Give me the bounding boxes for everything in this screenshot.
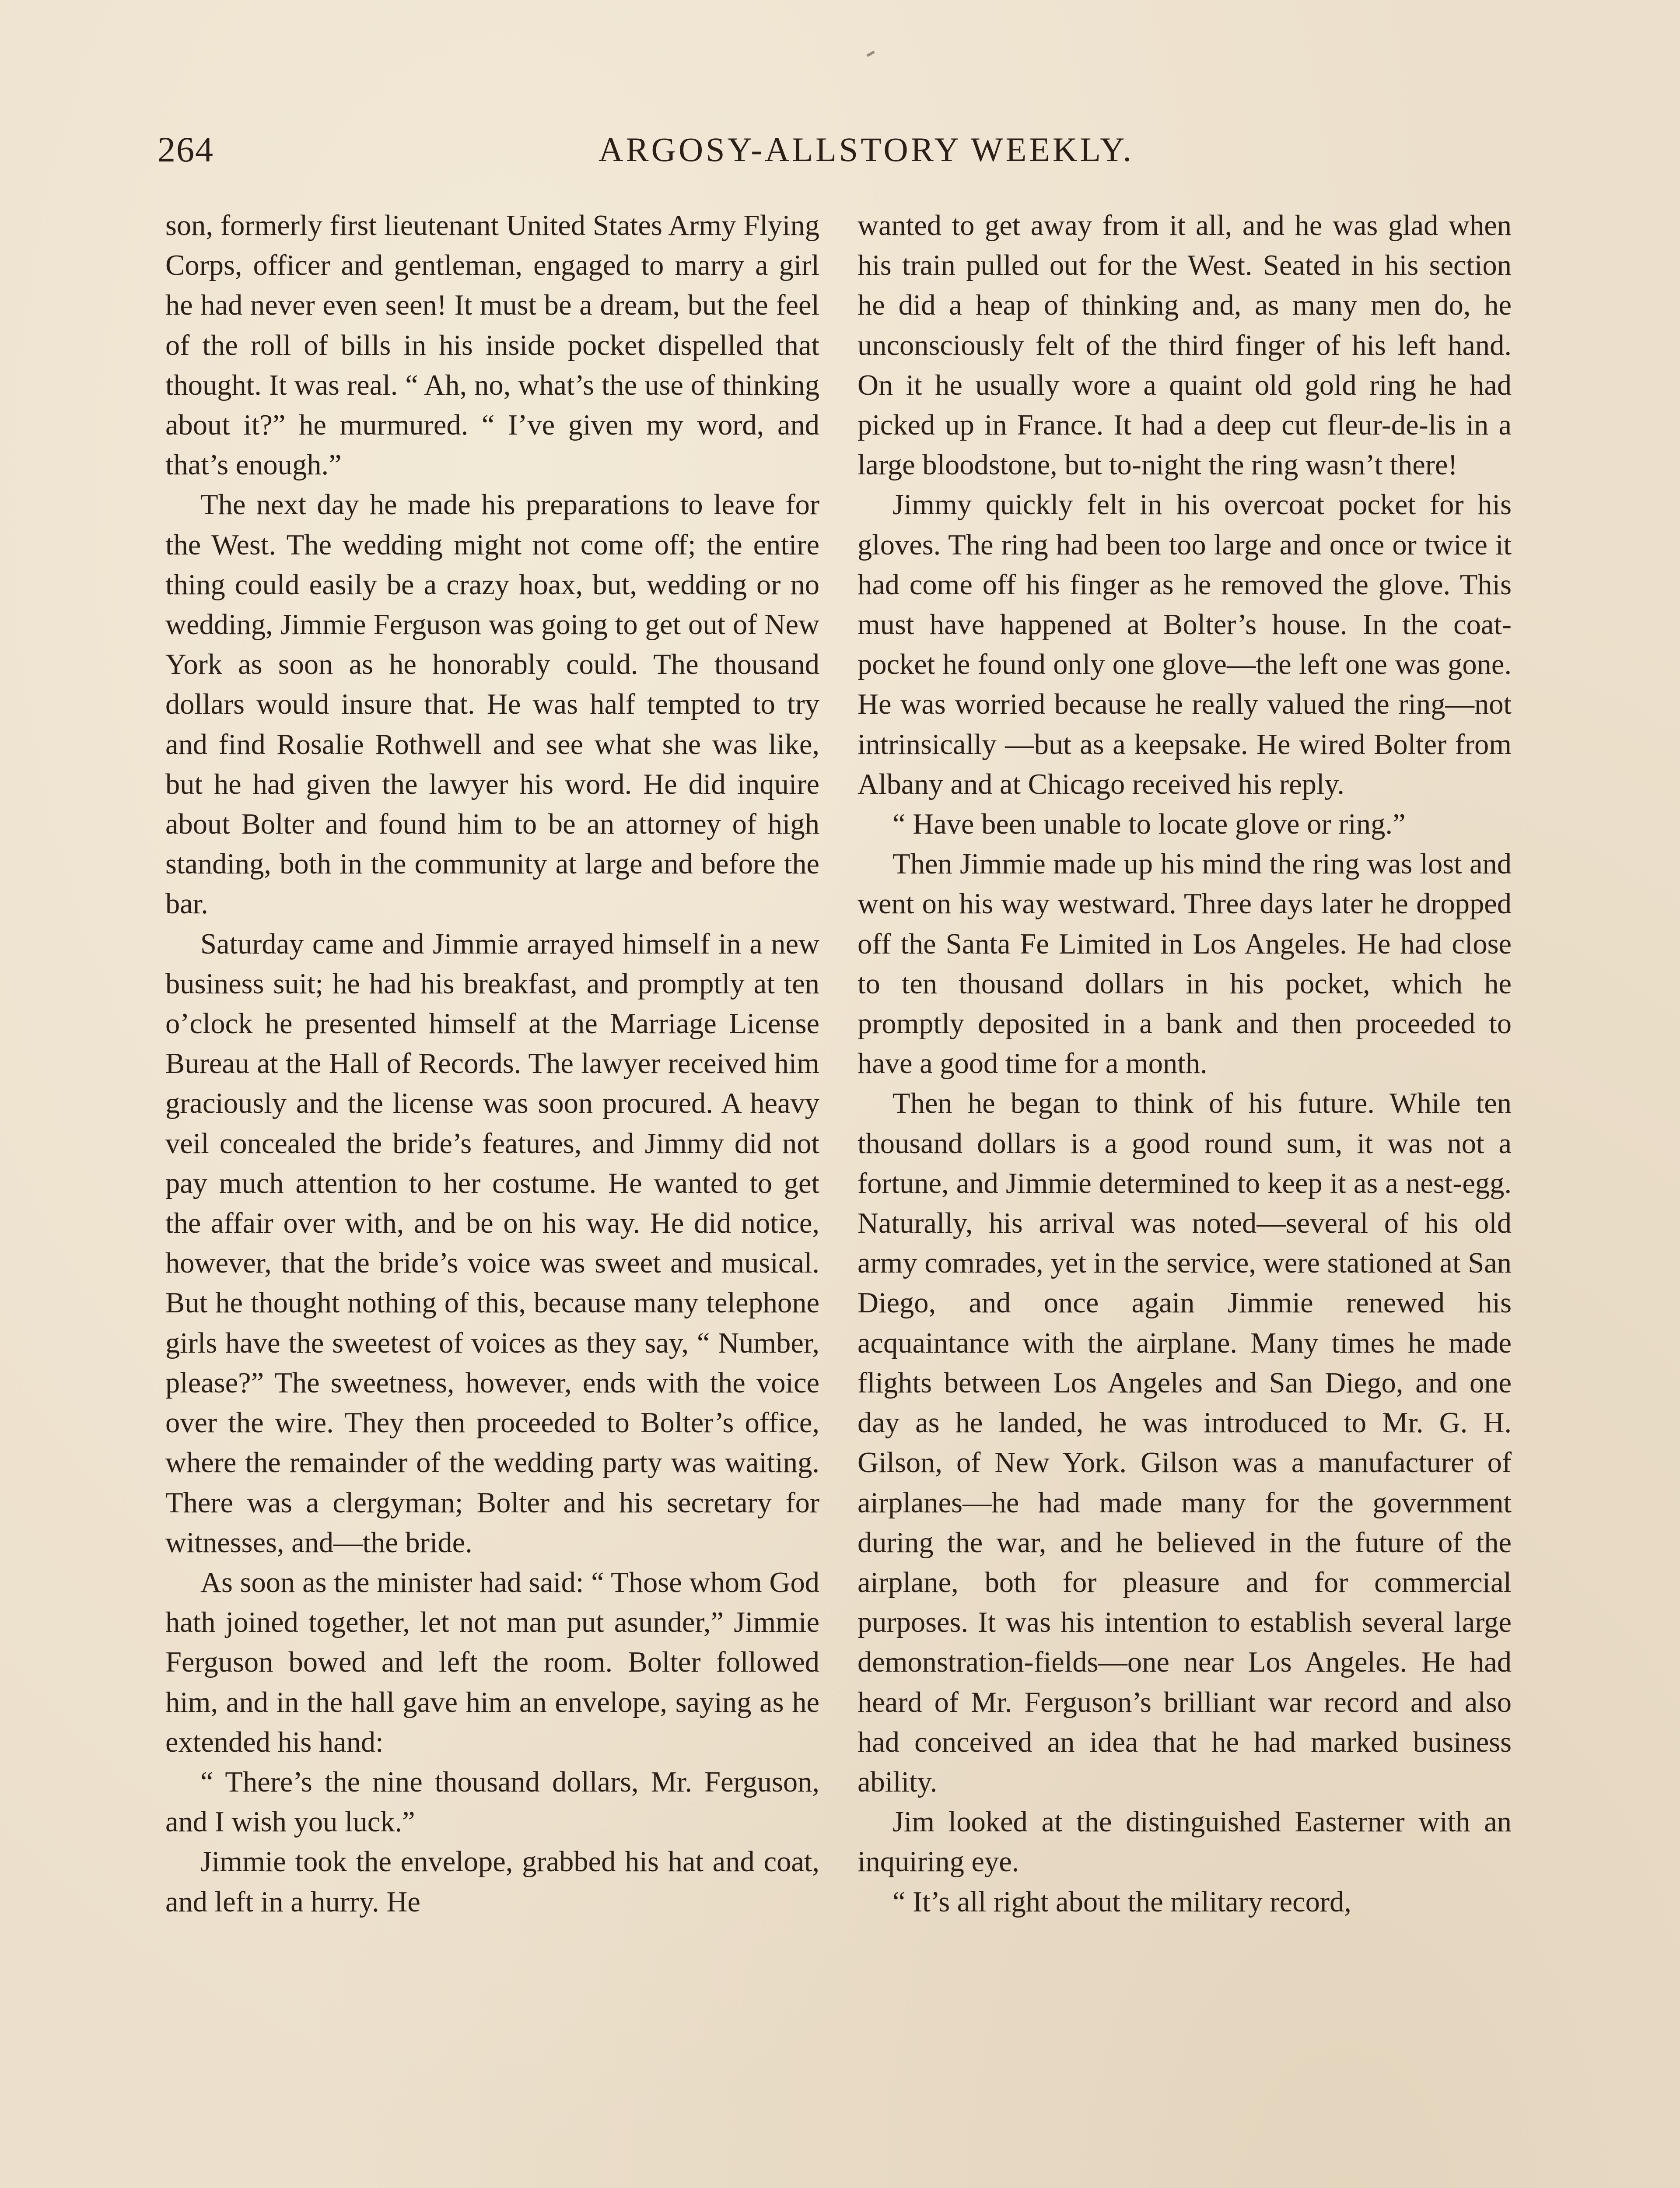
page-number: 264 — [158, 130, 214, 169]
paragraph: Then he began to think of his future. While ten thousand dollars is a good round sum, it was not a fortune, and Jimmie determined to keep it as a nest-egg. Naturally, his arrival was noted—several of his old army comrades, yet in the service, were stationed at San Diego, and once again Jimmie renewed his acquaintance with the airplane. Many times he made flights between Los Angeles and San Diego, and one day as he landed, he was introduced to Mr. G. H. Gilson, of New York. Gilson was a manufacturer of airplanes—he had made many for the government during the war, and he believed in the future of the airplane, both for pleasure and for commercial purposes. It was his intention to establish several large demonstration-fields—one near Los Angeles. He had heard of Mr. Ferguson’s brilliant war record and also had conceived an idea that he had marked business ability. — [858, 1087, 1512, 1798]
running-title: ARGOSY-ALLSTORY WEEKLY. — [598, 130, 1134, 168]
paragraph: Jimmy quickly felt in his overcoat pocket for his gloves. The ring had been too large and once or twice it had come off his finger as he removed the glove. This must have happened at Bolter’s house. In the coat-pocket he found only one glove—the left one was gone. He was worried because he really valued the ring—not intrinsically —but as a keepsake. He wired Bolter from Albany and at Chicago received his reply. — [858, 489, 1512, 800]
ink-smudge — [866, 50, 875, 57]
paragraph: “ It’s all right about the military record, — [892, 1886, 1351, 1918]
paragraph: Then Jimmie made up his mind the ring was lost and went on his way westward. Three days later he dropped off the Santa Fe Limited in Los Angeles. He had close to ten thousand dollars in his pocket, which he promptly deposited in a bank and then proceeded to have a good time for a month. — [858, 848, 1512, 1080]
paragraph: “ There’s the nine thousand dollars, Mr. Ferguson, and I wish you luck.” — [165, 1766, 819, 1838]
paragraph: Jim looked at the distinguished Easterner with an inquiring eye. — [858, 1806, 1512, 1878]
paragraph: “ Have been unable to locate glove or ring.” — [892, 808, 1406, 841]
page-header — [158, 123, 1575, 176]
left-column — [165, 206, 819, 1922]
paragraph: The next day he made his preparations to leave for the West. The wedding might not come off; the entire thing could easily be a crazy hoax, but, wedding or no wedding, Jimmie Ferguson was going to get out of New York as soon as he honorably could. The thousand dollars would insure that. He was half tempted to try and find Rosalie Rothwell and see what she was like, but he had given the lawyer his word. He did inquire about Bolter and found him to be an attorney of high standing, both in the community at large and before the bar. — [165, 489, 819, 920]
paragraph: Saturday came and Jimmie arrayed himself in a new business suit; he had his breakfast, and promptly at ten o’clock he presented himself at the Marriage License Bureau at the Hall of Records. The lawyer received him graciously and the license was soon procured. A heavy veil concealed the bride’s features, and Jimmy did not pay much attention to her costume. He wanted to get the affair over with, and be on his way. He did notice, however, that the bride’s voice was sweet and musical. But he thought nothing of this, because many telephone girls have the sweetest of voices as they say, “ Number, please?” The sweetness, however, ends with the voice over the wire. They then proceeded to Bolter’s office, where the remainder of the wedding party was waiting. There was a clergyman; Bolter and his secretary for witnesses, and—the bride. — [165, 928, 819, 1559]
right-column — [858, 206, 1512, 1922]
paragraph: As soon as the minister had said: “ Those whom God hath joined together, let not man put asunder,” Jimmie Ferguson bowed and left the room. Bolter followed him, and in the hall gave him an envelope, saying as he extended his hand: — [165, 1566, 819, 1758]
paragraph: son, formerly first lieutenant United States Army Flying Corps, officer and gentleman, engaged to marry a girl he had never even seen! It must be a dream, but the feel of the roll of bills in his inside pocket dispelled that thought. It was real. “ Ah, no, what’s the use of thinking about it?” he murmured. “ I’ve given my word, and that’s enough.” — [165, 210, 819, 481]
paragraph: wanted to get away from it all, and he was glad when his train pulled out for the West. Seated in his section he did a heap of thinking and, as many men do, he unconsciously felt of the third finger of his left hand. On it he usually wore a quaint old gold ring he had picked up in France. It had a deep cut fleur-de-lis in a large bloodstone, but to-night the ring wasn’t there! — [858, 210, 1512, 481]
paragraph: Jimmie took the envelope, grabbed his hat and coat, and left in a hurry. He — [165, 1846, 819, 1918]
